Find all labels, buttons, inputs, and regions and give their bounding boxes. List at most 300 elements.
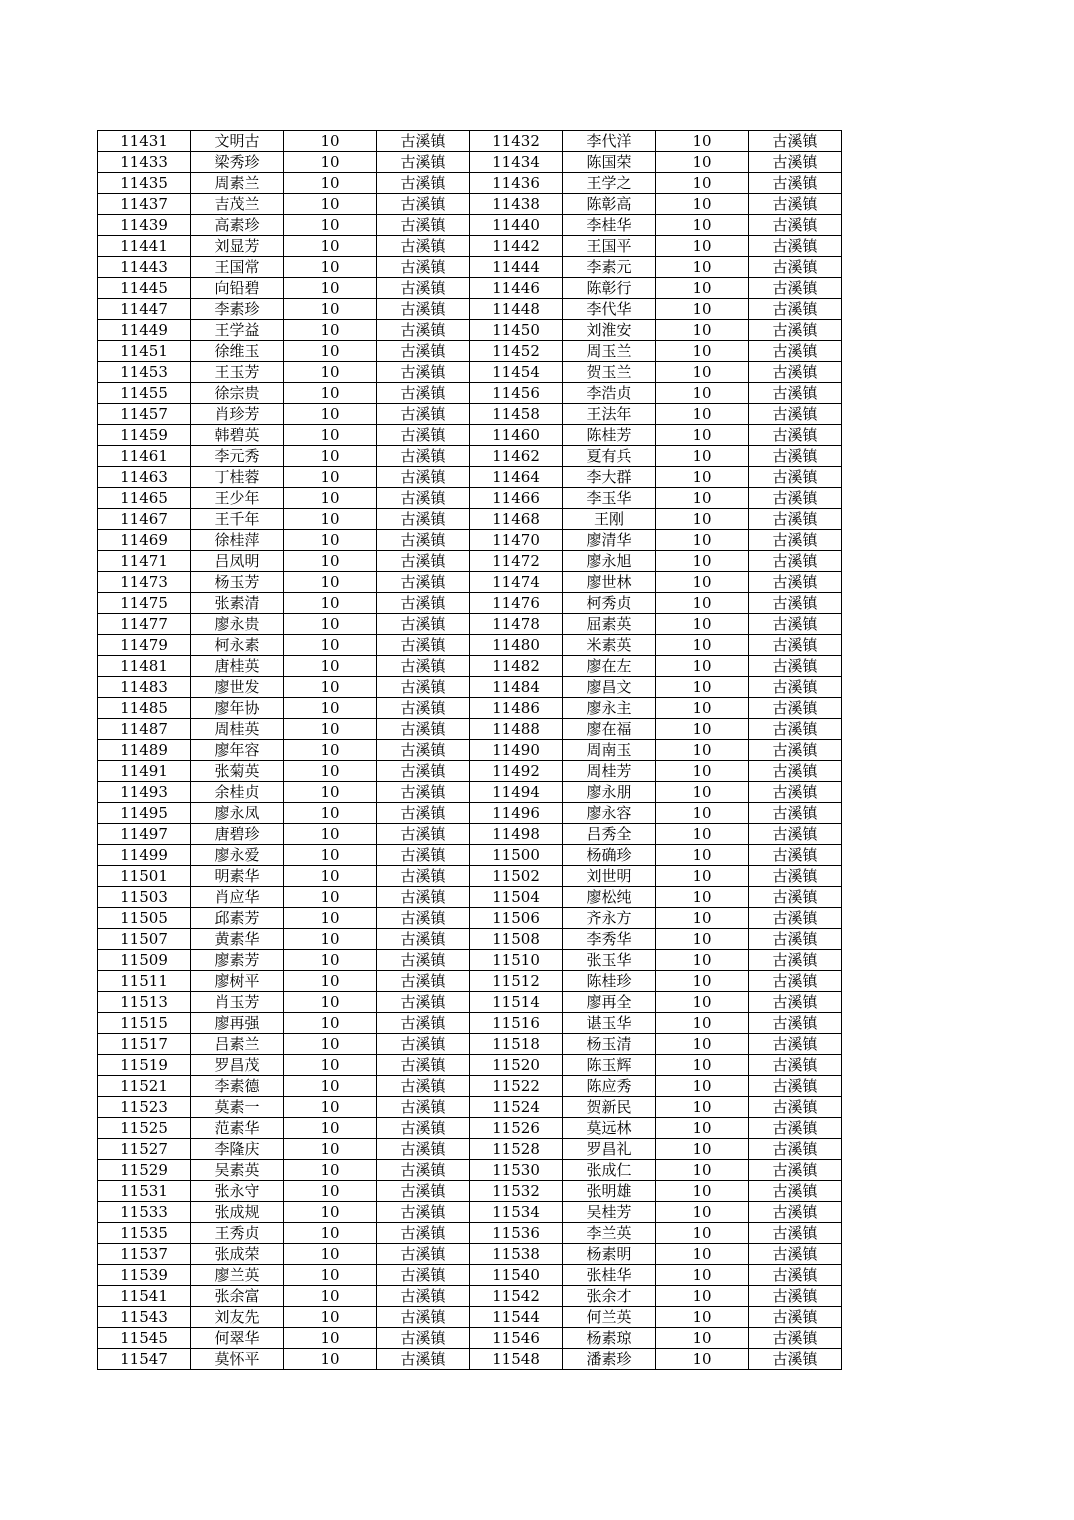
name-cell: 徐桂萍 (191, 530, 284, 551)
id-cell: 11509 (98, 950, 191, 971)
town-cell: 古溪镇 (749, 509, 842, 530)
name-cell: 廖世林 (563, 572, 656, 593)
amount-cell: 10 (656, 194, 749, 215)
amount-cell: 10 (284, 761, 377, 782)
name-cell: 刘显芳 (191, 236, 284, 257)
amount-cell: 10 (284, 572, 377, 593)
table-row (98, 656, 842, 677)
name-cell: 徐宗贵 (191, 383, 284, 404)
id-cell: 11497 (98, 824, 191, 845)
name-cell: 李素元 (563, 257, 656, 278)
amount-cell: 10 (284, 1181, 377, 1202)
town-cell: 古溪镇 (377, 782, 470, 803)
id-cell: 11527 (98, 1139, 191, 1160)
town-cell: 古溪镇 (377, 677, 470, 698)
id-cell: 11510 (470, 950, 563, 971)
town-cell: 古溪镇 (749, 404, 842, 425)
id-cell: 11447 (98, 299, 191, 320)
town-cell: 古溪镇 (377, 593, 470, 614)
amount-cell: 10 (284, 530, 377, 551)
amount-cell: 10 (656, 257, 749, 278)
name-cell: 莫怀平 (191, 1349, 284, 1370)
amount-cell: 10 (656, 887, 749, 908)
amount-cell: 10 (284, 299, 377, 320)
amount-cell: 10 (656, 971, 749, 992)
name-cell: 何兰英 (563, 1307, 656, 1328)
amount-cell: 10 (284, 194, 377, 215)
name-cell: 廖永贵 (191, 614, 284, 635)
id-cell: 11481 (98, 656, 191, 677)
id-cell: 11431 (98, 131, 191, 152)
amount-cell: 10 (284, 1139, 377, 1160)
name-cell: 廖素芳 (191, 950, 284, 971)
id-cell: 11459 (98, 425, 191, 446)
town-cell: 古溪镇 (749, 194, 842, 215)
town-cell: 古溪镇 (749, 341, 842, 362)
name-cell: 王国平 (563, 236, 656, 257)
name-cell: 周南玉 (563, 740, 656, 761)
id-cell: 11547 (98, 1349, 191, 1370)
id-cell: 11438 (470, 194, 563, 215)
town-cell: 古溪镇 (377, 1286, 470, 1307)
table-row (98, 257, 842, 278)
id-cell: 11516 (470, 1013, 563, 1034)
amount-cell: 10 (656, 908, 749, 929)
name-cell: 廖永朋 (563, 782, 656, 803)
table-row (98, 1139, 842, 1160)
name-cell: 徐维玉 (191, 341, 284, 362)
town-cell: 古溪镇 (749, 866, 842, 887)
amount-cell: 10 (656, 1181, 749, 1202)
town-cell: 古溪镇 (377, 845, 470, 866)
amount-cell: 10 (284, 971, 377, 992)
id-cell: 11514 (470, 992, 563, 1013)
name-cell: 廖再全 (563, 992, 656, 1013)
town-cell: 古溪镇 (749, 446, 842, 467)
town-cell: 古溪镇 (749, 1055, 842, 1076)
amount-cell: 10 (656, 1223, 749, 1244)
town-cell: 古溪镇 (749, 278, 842, 299)
id-cell: 11460 (470, 425, 563, 446)
id-cell: 11448 (470, 299, 563, 320)
amount-cell: 10 (284, 362, 377, 383)
name-cell: 张桂华 (563, 1265, 656, 1286)
id-cell: 11454 (470, 362, 563, 383)
town-cell: 古溪镇 (749, 971, 842, 992)
amount-cell: 10 (656, 614, 749, 635)
name-cell: 何翠华 (191, 1328, 284, 1349)
name-cell: 廖再强 (191, 1013, 284, 1034)
amount-cell: 10 (656, 467, 749, 488)
id-cell: 11449 (98, 320, 191, 341)
table-row (98, 992, 842, 1013)
amount-cell: 10 (656, 1118, 749, 1139)
name-cell: 王国常 (191, 257, 284, 278)
town-cell: 古溪镇 (377, 257, 470, 278)
table-row (98, 824, 842, 845)
town-cell: 古溪镇 (377, 362, 470, 383)
id-cell: 11543 (98, 1307, 191, 1328)
town-cell: 古溪镇 (749, 950, 842, 971)
id-cell: 11503 (98, 887, 191, 908)
name-cell: 廖永凤 (191, 803, 284, 824)
name-cell: 陈彰高 (563, 194, 656, 215)
name-cell: 刘淮安 (563, 320, 656, 341)
name-cell: 罗昌礼 (563, 1139, 656, 1160)
town-cell: 古溪镇 (377, 551, 470, 572)
table-row (98, 1286, 842, 1307)
name-cell: 廖永爱 (191, 845, 284, 866)
town-cell: 古溪镇 (377, 950, 470, 971)
table-row (98, 971, 842, 992)
town-cell: 古溪镇 (749, 1160, 842, 1181)
name-cell: 高素珍 (191, 215, 284, 236)
table-row (98, 929, 842, 950)
name-cell: 杨玉芳 (191, 572, 284, 593)
town-cell: 古溪镇 (377, 320, 470, 341)
town-cell: 古溪镇 (377, 824, 470, 845)
town-cell: 古溪镇 (749, 362, 842, 383)
id-cell: 11530 (470, 1160, 563, 1181)
name-cell: 范素华 (191, 1118, 284, 1139)
id-cell: 11478 (470, 614, 563, 635)
amount-cell: 10 (656, 656, 749, 677)
town-cell: 古溪镇 (377, 383, 470, 404)
amount-cell: 10 (656, 1160, 749, 1181)
town-cell: 古溪镇 (377, 467, 470, 488)
town-cell: 古溪镇 (749, 719, 842, 740)
amount-cell: 10 (656, 1265, 749, 1286)
town-cell: 古溪镇 (377, 173, 470, 194)
name-cell: 廖年协 (191, 698, 284, 719)
town-cell: 古溪镇 (749, 131, 842, 152)
town-cell: 古溪镇 (749, 383, 842, 404)
town-cell: 古溪镇 (377, 1223, 470, 1244)
name-cell: 周桂英 (191, 719, 284, 740)
amount-cell: 10 (656, 1328, 749, 1349)
table-row (98, 1055, 842, 1076)
amount-cell: 10 (656, 1202, 749, 1223)
name-cell: 王千年 (191, 509, 284, 530)
name-cell: 夏有兵 (563, 446, 656, 467)
table-row (98, 782, 842, 803)
id-cell: 11470 (470, 530, 563, 551)
id-cell: 11534 (470, 1202, 563, 1223)
id-cell: 11455 (98, 383, 191, 404)
amount-cell: 10 (284, 1223, 377, 1244)
table-row (98, 698, 842, 719)
id-cell: 11546 (470, 1328, 563, 1349)
table-row (98, 131, 842, 152)
amount-cell: 10 (656, 845, 749, 866)
town-cell: 古溪镇 (749, 593, 842, 614)
table-body (98, 131, 842, 1370)
amount-cell: 10 (284, 1286, 377, 1307)
town-cell: 古溪镇 (749, 1265, 842, 1286)
id-cell: 11521 (98, 1076, 191, 1097)
table-row (98, 1013, 842, 1034)
id-cell: 11494 (470, 782, 563, 803)
town-cell: 古溪镇 (749, 1307, 842, 1328)
name-cell: 廖松纯 (563, 887, 656, 908)
amount-cell: 10 (656, 866, 749, 887)
amount-cell: 10 (656, 1307, 749, 1328)
name-cell: 李隆庆 (191, 1139, 284, 1160)
table-row (98, 1181, 842, 1202)
table-row (98, 719, 842, 740)
town-cell: 古溪镇 (749, 824, 842, 845)
amount-cell: 10 (284, 614, 377, 635)
name-cell: 吕秀全 (563, 824, 656, 845)
name-cell: 王法年 (563, 404, 656, 425)
name-cell: 吕素兰 (191, 1034, 284, 1055)
name-cell: 李元秀 (191, 446, 284, 467)
name-cell: 杨素明 (563, 1244, 656, 1265)
id-cell: 11484 (470, 677, 563, 698)
town-cell: 古溪镇 (377, 908, 470, 929)
amount-cell: 10 (656, 425, 749, 446)
table-row (98, 866, 842, 887)
name-cell: 廖兰英 (191, 1265, 284, 1286)
id-cell: 11439 (98, 215, 191, 236)
amount-cell: 10 (284, 929, 377, 950)
amount-cell: 10 (656, 1034, 749, 1055)
amount-cell: 10 (284, 152, 377, 173)
name-cell: 邱素芳 (191, 908, 284, 929)
name-cell: 贺玉兰 (563, 362, 656, 383)
id-cell: 11517 (98, 1034, 191, 1055)
town-cell: 古溪镇 (749, 530, 842, 551)
amount-cell: 10 (656, 131, 749, 152)
amount-cell: 10 (284, 383, 377, 404)
table-row (98, 1118, 842, 1139)
amount-cell: 10 (284, 236, 377, 257)
amount-cell: 10 (284, 404, 377, 425)
amount-cell: 10 (284, 593, 377, 614)
amount-cell: 10 (284, 1013, 377, 1034)
town-cell: 古溪镇 (377, 866, 470, 887)
id-cell: 11450 (470, 320, 563, 341)
id-cell: 11512 (470, 971, 563, 992)
id-cell: 11467 (98, 509, 191, 530)
name-cell: 梁秀珍 (191, 152, 284, 173)
id-cell: 11471 (98, 551, 191, 572)
town-cell: 古溪镇 (749, 572, 842, 593)
table-row (98, 803, 842, 824)
id-cell: 11500 (470, 845, 563, 866)
town-cell: 古溪镇 (377, 1244, 470, 1265)
town-cell: 古溪镇 (749, 320, 842, 341)
amount-cell: 10 (656, 215, 749, 236)
amount-cell: 10 (284, 446, 377, 467)
id-cell: 11465 (98, 488, 191, 509)
id-cell: 11461 (98, 446, 191, 467)
id-cell: 11538 (470, 1244, 563, 1265)
name-cell: 李代洋 (563, 131, 656, 152)
name-cell: 王学益 (191, 320, 284, 341)
id-cell: 11524 (470, 1097, 563, 1118)
amount-cell: 10 (656, 446, 749, 467)
amount-cell: 10 (656, 572, 749, 593)
town-cell: 古溪镇 (377, 1055, 470, 1076)
id-cell: 11437 (98, 194, 191, 215)
table-row (98, 677, 842, 698)
name-cell: 张成规 (191, 1202, 284, 1223)
name-cell: 王学之 (563, 173, 656, 194)
table-row (98, 635, 842, 656)
name-cell: 余桂贞 (191, 782, 284, 803)
name-cell: 吴素英 (191, 1160, 284, 1181)
town-cell: 古溪镇 (377, 1118, 470, 1139)
amount-cell: 10 (284, 173, 377, 194)
town-cell: 古溪镇 (377, 635, 470, 656)
id-cell: 11499 (98, 845, 191, 866)
id-cell: 11526 (470, 1118, 563, 1139)
name-cell: 谌玉华 (563, 1013, 656, 1034)
name-cell: 丁桂蓉 (191, 467, 284, 488)
amount-cell: 10 (284, 467, 377, 488)
id-cell: 11474 (470, 572, 563, 593)
town-cell: 古溪镇 (749, 299, 842, 320)
name-cell: 廖世发 (191, 677, 284, 698)
amount-cell: 10 (656, 677, 749, 698)
id-cell: 11513 (98, 992, 191, 1013)
town-cell: 古溪镇 (377, 1265, 470, 1286)
name-cell: 廖永旭 (563, 551, 656, 572)
name-cell: 唐桂英 (191, 656, 284, 677)
name-cell: 潘素珍 (563, 1349, 656, 1370)
id-cell: 11435 (98, 173, 191, 194)
id-cell: 11441 (98, 236, 191, 257)
id-cell: 11535 (98, 1223, 191, 1244)
amount-cell: 10 (656, 1013, 749, 1034)
town-cell: 古溪镇 (749, 698, 842, 719)
amount-cell: 10 (656, 782, 749, 803)
id-cell: 11532 (470, 1181, 563, 1202)
id-cell: 11501 (98, 866, 191, 887)
name-cell: 李浩贞 (563, 383, 656, 404)
amount-cell: 10 (656, 152, 749, 173)
name-cell: 韩碧英 (191, 425, 284, 446)
id-cell: 11477 (98, 614, 191, 635)
id-cell: 11432 (470, 131, 563, 152)
amount-cell: 10 (656, 530, 749, 551)
table-row (98, 1202, 842, 1223)
id-cell: 11539 (98, 1265, 191, 1286)
amount-cell: 10 (284, 1076, 377, 1097)
amount-cell: 10 (284, 866, 377, 887)
amount-cell: 10 (656, 929, 749, 950)
amount-cell: 10 (284, 1265, 377, 1286)
id-cell: 11520 (470, 1055, 563, 1076)
name-cell: 柯秀贞 (563, 593, 656, 614)
town-cell: 古溪镇 (377, 1328, 470, 1349)
town-cell: 古溪镇 (749, 1013, 842, 1034)
id-cell: 11519 (98, 1055, 191, 1076)
amount-cell: 10 (284, 887, 377, 908)
name-cell: 陈彰行 (563, 278, 656, 299)
table-row (98, 194, 842, 215)
amount-cell: 10 (284, 341, 377, 362)
id-cell: 11498 (470, 824, 563, 845)
town-cell: 古溪镇 (377, 1076, 470, 1097)
town-cell: 古溪镇 (377, 152, 470, 173)
id-cell: 11490 (470, 740, 563, 761)
table-row (98, 1160, 842, 1181)
table-row (98, 614, 842, 635)
town-cell: 古溪镇 (377, 656, 470, 677)
id-cell: 11522 (470, 1076, 563, 1097)
town-cell: 古溪镇 (749, 908, 842, 929)
name-cell: 张成仁 (563, 1160, 656, 1181)
name-cell: 廖在左 (563, 656, 656, 677)
amount-cell: 10 (656, 1139, 749, 1160)
town-cell: 古溪镇 (749, 1202, 842, 1223)
town-cell: 古溪镇 (749, 929, 842, 950)
id-cell: 11446 (470, 278, 563, 299)
id-cell: 11466 (470, 488, 563, 509)
amount-cell: 10 (656, 635, 749, 656)
id-cell: 11479 (98, 635, 191, 656)
town-cell: 古溪镇 (749, 992, 842, 1013)
name-cell: 廖树平 (191, 971, 284, 992)
town-cell: 古溪镇 (749, 656, 842, 677)
name-cell: 张素清 (191, 593, 284, 614)
amount-cell: 10 (284, 1328, 377, 1349)
town-cell: 古溪镇 (377, 1307, 470, 1328)
id-cell: 11456 (470, 383, 563, 404)
amount-cell: 10 (656, 278, 749, 299)
table-row (98, 1265, 842, 1286)
id-cell: 11505 (98, 908, 191, 929)
town-cell: 古溪镇 (749, 1223, 842, 1244)
amount-cell: 10 (284, 782, 377, 803)
id-cell: 11507 (98, 929, 191, 950)
town-cell: 古溪镇 (749, 614, 842, 635)
id-cell: 11440 (470, 215, 563, 236)
id-cell: 11529 (98, 1160, 191, 1181)
town-cell: 古溪镇 (749, 1118, 842, 1139)
id-cell: 11483 (98, 677, 191, 698)
amount-cell: 10 (656, 1097, 749, 1118)
name-cell: 李素德 (191, 1076, 284, 1097)
town-cell: 古溪镇 (377, 404, 470, 425)
name-cell: 周桂芳 (563, 761, 656, 782)
name-cell: 李兰英 (563, 1223, 656, 1244)
town-cell: 古溪镇 (749, 1076, 842, 1097)
id-cell: 11531 (98, 1181, 191, 1202)
name-cell: 周素兰 (191, 173, 284, 194)
id-cell: 11533 (98, 1202, 191, 1223)
table-row (98, 761, 842, 782)
amount-cell: 10 (284, 1034, 377, 1055)
town-cell: 古溪镇 (749, 740, 842, 761)
amount-cell: 10 (656, 824, 749, 845)
id-cell: 11457 (98, 404, 191, 425)
amount-cell: 10 (284, 257, 377, 278)
town-cell: 古溪镇 (749, 1349, 842, 1370)
amount-cell: 10 (284, 992, 377, 1013)
table-row (98, 404, 842, 425)
amount-cell: 10 (284, 845, 377, 866)
id-cell: 11488 (470, 719, 563, 740)
name-cell: 李大群 (563, 467, 656, 488)
id-cell: 11452 (470, 341, 563, 362)
town-cell: 古溪镇 (749, 257, 842, 278)
id-cell: 11472 (470, 551, 563, 572)
amount-cell: 10 (656, 362, 749, 383)
amount-cell: 10 (284, 131, 377, 152)
